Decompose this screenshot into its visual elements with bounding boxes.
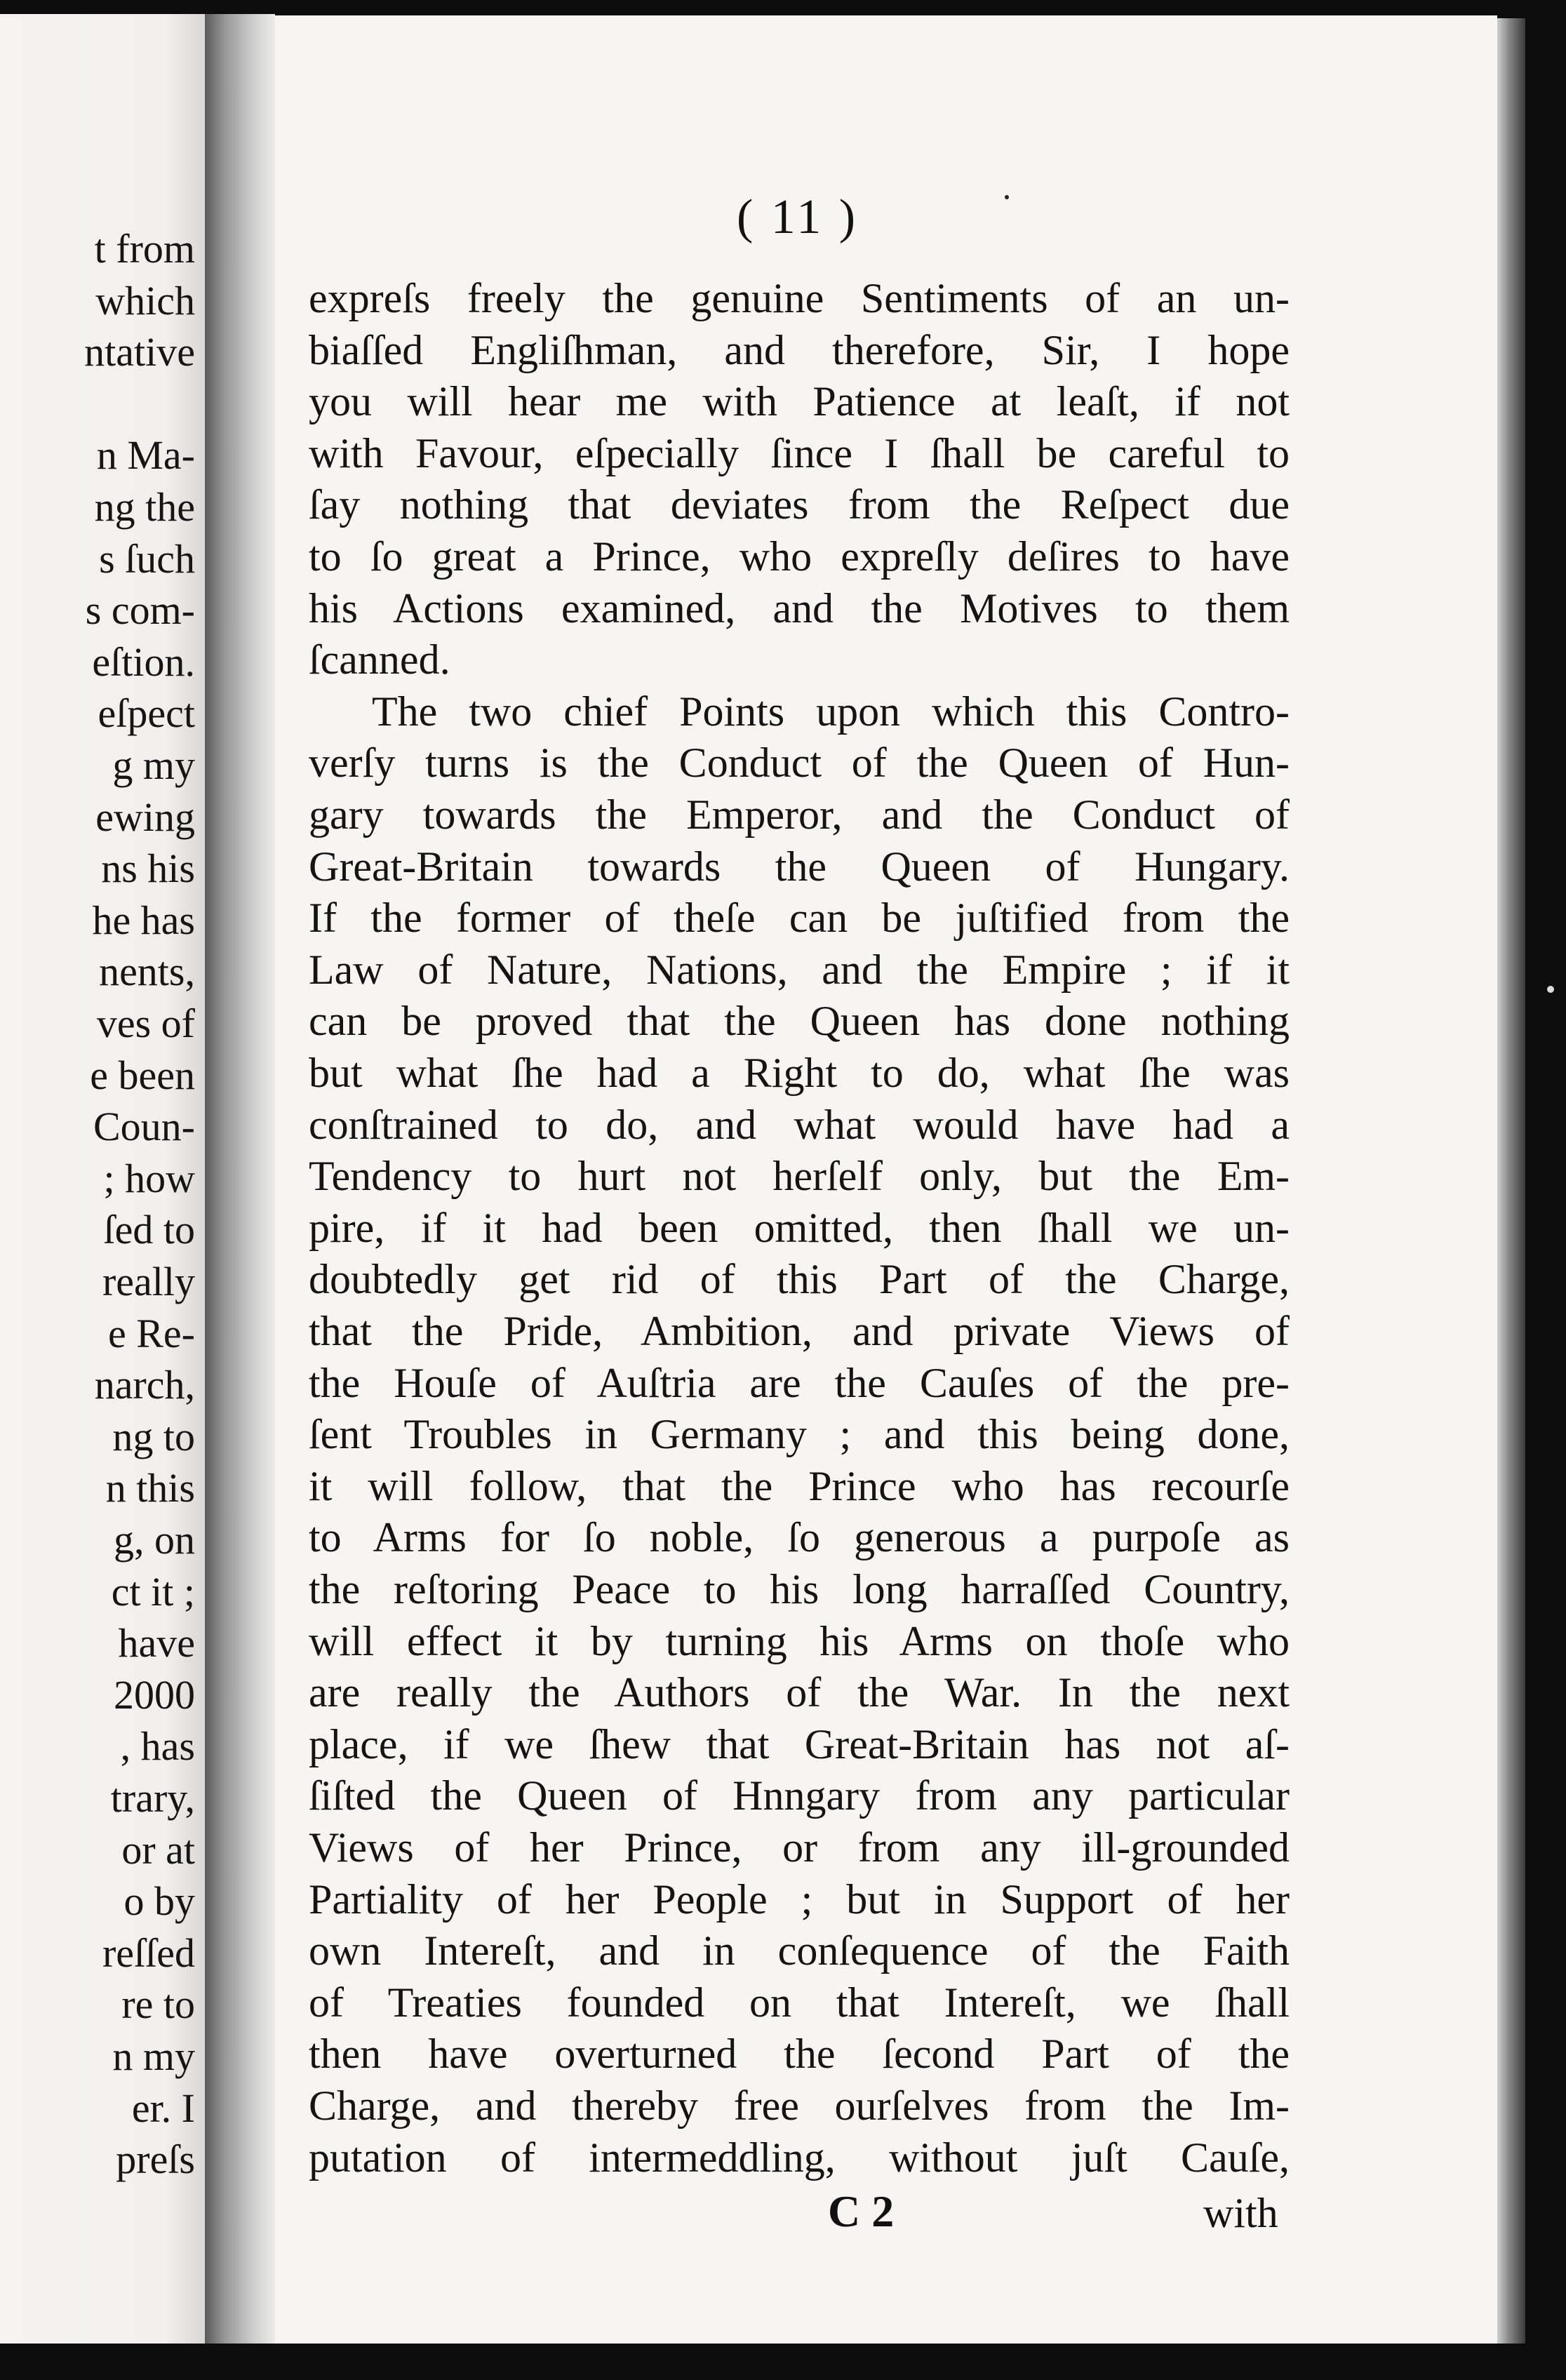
left-page-line: ſed to [103,1207,195,1253]
left-page-line: ng the [94,484,195,530]
body-line: you will hear me with Patience at leaſt, if not [309,378,1290,425]
body-line: ſcanned. [309,636,450,683]
body-line: ſiſted the Queen of Hnngary from any particular [309,1772,1290,1819]
body-line: Tendency to hurt not herſelf only, but the Em- [309,1153,1290,1200]
signature-mark: C 2 [828,2186,895,2236]
left-page-line: , has [120,1723,195,1770]
body-line: of Treaties founded on that Intereſt, we ſhall [309,1979,1290,2026]
body-line: the reſtoring Peace to his long harraſſed Country, [309,1566,1290,1612]
left-facing-page [0,14,205,2344]
body-line: pire, if it had been omitted, then ſhall we un- [309,1204,1290,1251]
body-line: his Actions examined, and the Motives to them [309,584,1290,631]
left-page-line: Coun- [93,1104,195,1150]
left-page-line: really [102,1259,195,1304]
left-page-line: n this [105,1465,195,1511]
left-page-line: n my [112,2033,195,2079]
body-line: gary towards the Emperor, and the Conduct of [309,791,1290,838]
catchword: with [1203,2190,1278,2236]
left-page-line: e been [90,1052,195,1098]
body-line: with Favour, eſpecially ſince I ſhall be careful to [309,429,1290,476]
left-page-line: or at [121,1826,195,1873]
left-page-line: ct it ; [111,1568,195,1614]
left-page-line: ns his [101,845,195,892]
body-line: Great-Britain towards the Queen of Hungary. [309,843,1290,890]
body-line: verſy turns is the Conduct of the Queen of Hun- [309,740,1290,787]
left-page-line: 2000 [114,1671,195,1718]
left-page-line: g my [112,742,195,788]
body-line: ſent Troubles in Germany ; and this being done, [309,1411,1290,1458]
left-page-line: ves of [96,1001,195,1046]
left-page-line: eſtion. [92,639,195,685]
left-page-line: preſs [116,2137,195,2183]
left-page-line: n Ma- [96,432,195,479]
body-line: that the Pride, Ambition, and private Views of [309,1308,1290,1354]
left-page-line: have [118,1620,195,1666]
left-page-line: which [95,277,195,323]
body-line: the Houſe of Auſtria are the Cauſes of the pre- [309,1359,1290,1406]
left-page-line: he has [92,897,195,943]
speck-mark [1005,195,1009,199]
body-line: biaſſed Engliſhman, and therefore, Sir, I hope [309,326,1290,373]
body-line: it will follow, that the Prince who has recourſe [309,1462,1290,1509]
left-page-line: ntative [84,329,195,375]
left-page-line: ; how [103,1155,195,1201]
body-line: can be proved that the Queen has done nothing [309,998,1290,1045]
left-page-line: s ſuch [99,535,195,582]
body-line: Views of her Prince, or from any ill-grounded [309,1824,1290,1871]
left-page-line: ewing [95,794,195,840]
body-line: but what ſhe had a Right to do, what ſhe was [309,1050,1290,1096]
body-line: The two chief Points upon which this Contro- [372,688,1290,735]
body-line: to Arms for ſo noble, ſo generous a purpoſe as [309,1514,1290,1561]
left-page-line: re to [121,1981,195,2028]
page-number: ( 11 ) [737,190,859,244]
left-page-line: e Re- [108,1310,195,1356]
left-page-line: o by [123,1878,195,1925]
body-line: conſtrained to do, and what would have had a [309,1101,1290,1148]
book-gutter [205,14,275,2344]
left-page-line: narch, [94,1362,195,1408]
edge-speck [1547,986,1554,993]
left-page-line: nents, [99,949,195,995]
body-line: own Intereſt, and in conſequence of the Faith [309,1927,1290,1974]
left-page-line: s com- [85,587,195,634]
left-page-line: t from [94,226,195,272]
body-line: will effect it by turning his Arms on thoſe who [309,1617,1290,1664]
left-page-line: trary, [110,1775,195,1821]
body-line: place, if we ſhew that Great-Britain has not aſ- [309,1720,1290,1767]
body-line: If the former of theſe can be juſtified from the [309,895,1290,942]
body-line: Charge, and thereby free ourſelves from the Im- [309,2082,1290,2129]
body-line: expreſs freely the genuine Sentiments of an un- [309,275,1290,321]
body-line: putation of intermeddling, without juſt Cauſe, [309,2134,1290,2181]
body-line: Law of Nature, Nations, and the Empire ; if it [309,946,1290,993]
body-line: are really the Authors of the War. In the next [309,1669,1290,1716]
page-edge [1497,18,1525,2344]
left-page-line: g, on [114,1517,195,1563]
left-page-line: er. I [131,2085,195,2131]
body-line: to ſo great a Prince, who expreſly deſires to have [309,533,1290,580]
left-page-line: eſpect [98,690,195,737]
body-line: doubtedly get rid of this Part of the Charge, [309,1256,1290,1303]
body-line: ſay nothing that deviates from the Reſpect due [309,481,1290,528]
body-line: Partiality of her People ; but in Support of her [309,1876,1290,1923]
left-page-line: ng to [112,1413,195,1459]
left-page-line: reſſed [102,1930,195,1976]
body-line: then have overturned the ſecond Part of the [309,2031,1290,2078]
